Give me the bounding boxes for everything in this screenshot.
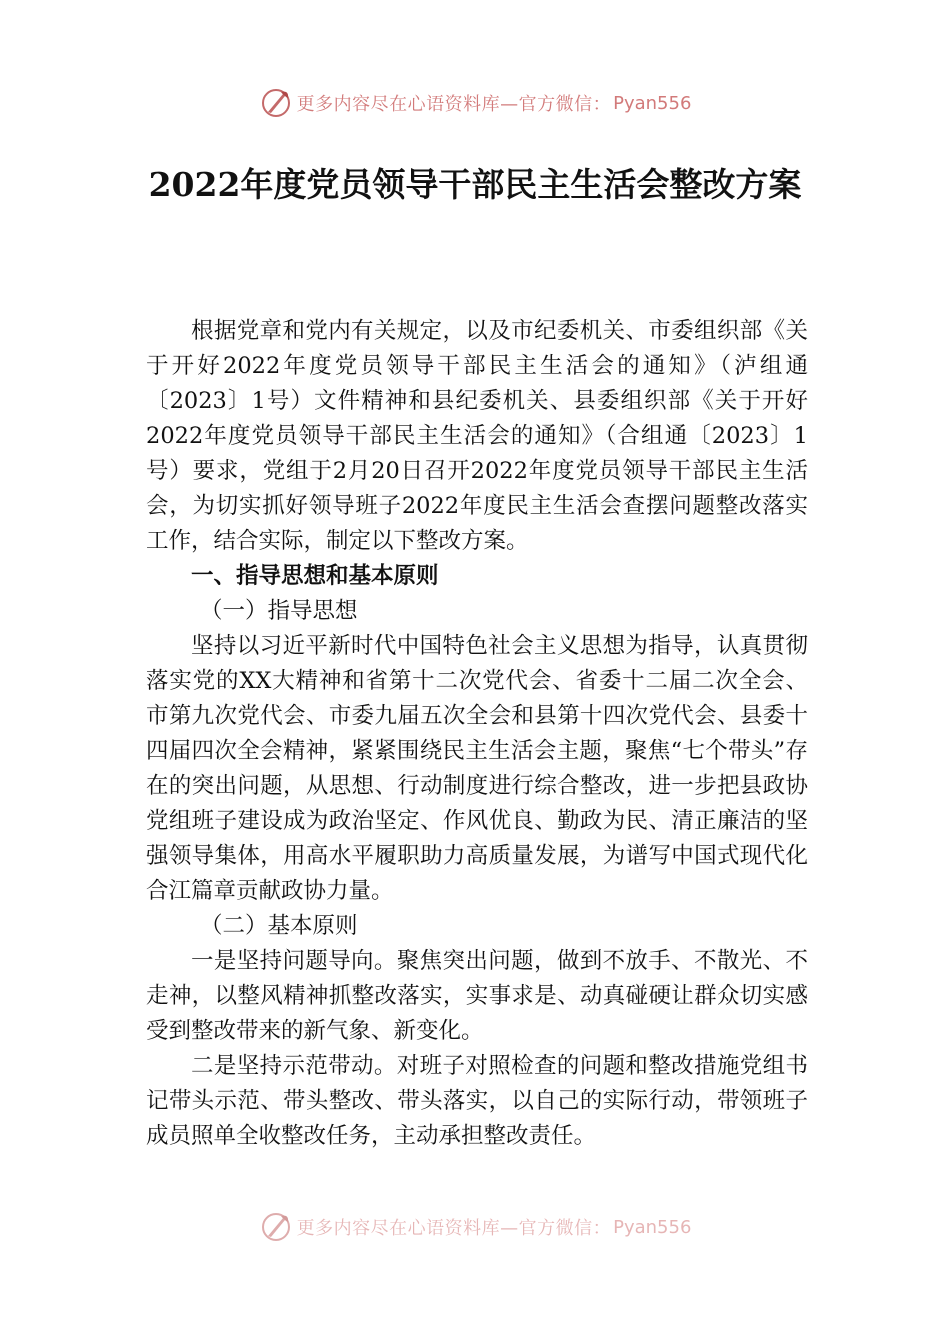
heading-section-1: 一、指导思想和基本原则 <box>191 563 439 589</box>
feather-pen-logo-icon <box>259 1210 293 1244</box>
paragraph-principle-1: 一是坚持问题导向。聚焦突出问题，做到不放手、不散光、不走神，以整风精神抓整改落实，实事求是、动真碰硬让群众切实感受到整改带来的新气象、新变化。 <box>146 948 808 1044</box>
watermark-wechat-id: Pyan556 <box>613 1216 692 1238</box>
watermark-wechat-id: Pyan556 <box>613 92 692 114</box>
heading-basic-principles: （二）基本原则 <box>200 913 358 939</box>
document-title: 2022年度党员领导干部民主生活会整改方案 <box>148 165 802 204</box>
document-body <box>146 314 808 1154</box>
paragraph-guiding-ideology: 坚持以习近平新时代中国特色社会主义思想为指导，认真贯彻落实党的XX大精神和省第十二次党代会、省委十二届二次全会、市第九次党代会、市委九届五次全会和县第十四次党代会、县委十四届四次全会精神，紧紧围绕民主生活会主题，聚焦“七个带头”存在的突出问题，从思想、行动制度进行综合整改，进一步把县政协党组班子建设成为政治坚定、作风优良、勤政为民、清正廉洁的坚强领导集体，用高水平履职助力高质量发展，为谱写中国式现代化合江篇章贡献政协力量。 <box>146 633 808 904</box>
watermark-header <box>0 83 950 123</box>
watermark-text: 更多内容尽在心语资料库—官方微信： <box>296 1218 612 1239</box>
feather-pen-logo-icon <box>259 86 293 120</box>
paragraph-principle-2: 二是坚持示范带动。对班子对照检查的问题和整改措施党组书记带头示范、带头整改、带头落实，以自己的实际行动，带领班子成员照单全收整改任务，主动承担整改责任。 <box>146 1053 808 1149</box>
watermark-text: 更多内容尽在心语资料库—官方微信： <box>296 94 612 115</box>
paragraph-intro: 根据党章和党内有关规定，以及市纪委机关、市委组织部《关于开好2022年度党员领导干部民主生活会的通知》（泸组通〔2023〕1号）文件精神和县纪委机关、县委组织部《关于开好2022年度党员领导干部民主生活会的通知》（合组通〔2023〕1号）要求，党组于2月20日召开2022年度党员领导干部民主生活会，为切实抓好领导班子2022年度民主生活会查摆问题整改落实工作，结合实际，制定以下整改方案。 <box>146 318 808 554</box>
heading-guiding-ideology: （一）指导思想 <box>200 598 358 624</box>
watermark-footer <box>0 1207 950 1247</box>
